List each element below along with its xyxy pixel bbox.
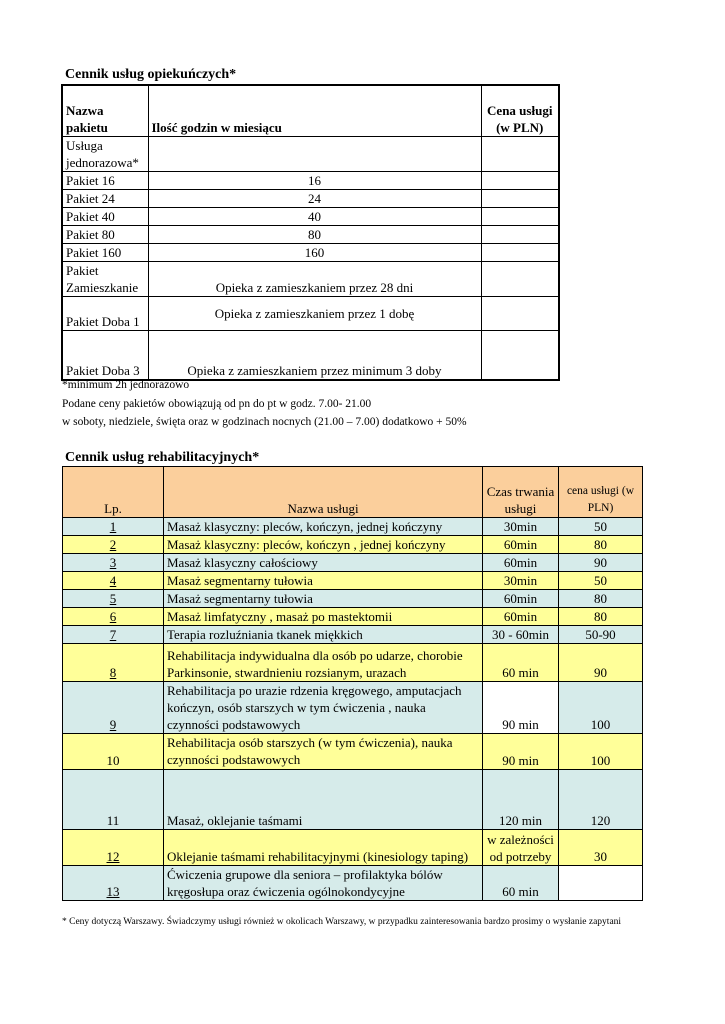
rehab-service-name: Masaż limfatyczny , masaż po mastektomii — [164, 608, 483, 626]
table-row — [63, 518, 643, 536]
rehab-service-price: 30 — [559, 830, 643, 866]
care-package-price — [481, 172, 559, 190]
rehab-service-duration: 120 min — [483, 770, 559, 830]
rehab-service-name: Masaż klasyczny: pleców, kończyn, jednej kończyny — [164, 518, 483, 536]
table-row — [62, 190, 559, 208]
care-package-hours: Opieka z zamieszkaniem przez 1 dobę — [148, 297, 481, 331]
rehab-lp-link[interactable]: 8 — [63, 644, 164, 682]
rehab-lp: 10 — [63, 734, 164, 770]
care-header-price: Cena usługi (w PLN) — [481, 85, 559, 137]
care-package-name: Pakiet 160 — [62, 244, 148, 262]
rehab-header-lp: Lp. — [63, 467, 164, 518]
rehab-service-price: 50 — [559, 572, 643, 590]
care-package-name: Pakiet 40 — [62, 208, 148, 226]
rehab-lp-link[interactable]: 6 — [63, 608, 164, 626]
care-package-name: Pakiet Doba 3 — [62, 331, 148, 380]
care-package-name: Pakiet Doba 1 — [62, 297, 148, 331]
care-package-price — [481, 137, 559, 172]
care-note-surcharge: w soboty, niedziele, święta oraz w godzinach nocnych (21.00 – 7.00) dodatkowo + 50% — [62, 416, 467, 428]
table-row — [63, 644, 643, 682]
care-package-name: Pakiet 80 — [62, 226, 148, 244]
care-package-price — [481, 190, 559, 208]
rehab-header-duration: Czas trwania usługi — [483, 467, 559, 518]
table-row — [62, 331, 559, 380]
care-note-minimum: *minimum 2h jednorazowo — [62, 379, 190, 391]
rehab-service-duration: 30min — [483, 572, 559, 590]
care-package-hours: 40 — [148, 208, 481, 226]
rehab-service-name: Terapia rozluźniania tkanek miękkich — [164, 626, 483, 644]
care-header-hours: Ilość godzin w miesiącu — [148, 85, 481, 137]
care-package-hours: Opieka z zamieszkaniem przez 28 dni — [148, 262, 481, 297]
table-row — [63, 682, 643, 734]
care-package-hours: 24 — [148, 190, 481, 208]
rehab-service-price: 80 — [559, 536, 643, 554]
rehab-service-duration: 60min — [483, 608, 559, 626]
care-package-hours: 80 — [148, 226, 481, 244]
rehab-lp-link[interactable]: 4 — [63, 572, 164, 590]
care-package-name: Pakiet 24 — [62, 190, 148, 208]
care-price-table — [61, 84, 560, 381]
table-row — [63, 866, 643, 901]
rehab-header-price: cena usługi (w PLN) — [559, 467, 643, 518]
care-package-hours: 16 — [148, 172, 481, 190]
care-package-price — [481, 226, 559, 244]
table-row — [63, 830, 643, 866]
care-package-price — [481, 244, 559, 262]
table-row — [63, 770, 643, 830]
rehab-service-price: 50-90 — [559, 626, 643, 644]
rehab-service-price: 90 — [559, 644, 643, 682]
table-row — [63, 536, 643, 554]
rehab-service-name: Masaż klasyczny: pleców, kończyn , jednej kończyny — [164, 536, 483, 554]
care-note-weekday-hours: Podane ceny pakietów obowiązują od pn do pt w godz. 7.00- 21.00 — [62, 398, 372, 410]
table-row — [63, 608, 643, 626]
rehab-service-duration: 90 min — [483, 734, 559, 770]
care-package-name: Usługa jednorazowa* — [62, 137, 148, 172]
rehab-lp-link[interactable]: 5 — [63, 590, 164, 608]
care-package-hours: 160 — [148, 244, 481, 262]
care-package-hours: Opieka z zamieszkaniem przez minimum 3 doby — [148, 331, 481, 380]
care-header-row — [62, 85, 559, 137]
rehab-service-name: Rehabilitacja osób starszych (w tym ćwiczenia), nauka czynności podstawowych — [164, 734, 483, 770]
rehab-service-duration: 60min — [483, 554, 559, 572]
table-row — [63, 734, 643, 770]
table-row — [63, 590, 643, 608]
table-row — [62, 244, 559, 262]
rehab-footnote: * Ceny dotyczą Warszawy. Świadczymy usługi również w okolicach Warszawy, w przypadku zainteresowania bardzo prosimy o wysłanie zapytani — [62, 917, 622, 927]
rehab-title: Cennik usług rehabilitacyjnych* — [65, 450, 260, 465]
care-package-price — [481, 297, 559, 331]
table-row — [62, 137, 559, 172]
care-title: Cennik usług opiekuńczych* — [65, 67, 237, 82]
rehab-lp-link[interactable]: 7 — [63, 626, 164, 644]
care-package-name: Pakiet Zamieszkanie — [62, 262, 148, 297]
table-row — [62, 262, 559, 297]
rehab-header-name: Nazwa usługi — [164, 467, 483, 518]
rehab-service-name: Masaż klasyczny całościowy — [164, 554, 483, 572]
table-row — [62, 208, 559, 226]
table-row — [63, 626, 643, 644]
table-row — [63, 554, 643, 572]
care-package-hours — [148, 137, 481, 172]
rehab-service-duration: 30min — [483, 518, 559, 536]
rehab-service-duration: 60 min — [483, 644, 559, 682]
rehab-lp-link[interactable]: 12 — [63, 830, 164, 866]
care-package-name: Pakiet 16 — [62, 172, 148, 190]
care-package-price — [481, 331, 559, 380]
rehab-service-name: Rehabilitacja po urazie rdzenia kręgowego, amputacjach kończyn, osób starszych w tym ćwiczenia , nauka czynności podstawowych — [164, 682, 483, 734]
rehab-service-name: Masaż segmentarny tułowia — [164, 590, 483, 608]
rehab-lp-link[interactable]: 3 — [63, 554, 164, 572]
rehab-service-duration: 60min — [483, 590, 559, 608]
table-row — [62, 226, 559, 244]
rehab-service-price: 80 — [559, 590, 643, 608]
rehab-header-row — [63, 467, 643, 518]
rehab-service-name: Ćwiczenia grupowe dla seniora – profilaktyka bólów kręgosłupa oraz ćwiczenia ogólnokondycyjne — [164, 866, 483, 901]
rehab-price-table — [62, 466, 643, 901]
rehab-service-price — [559, 866, 643, 901]
table-row — [62, 172, 559, 190]
rehab-service-price: 100 — [559, 682, 643, 734]
care-package-price — [481, 208, 559, 226]
rehab-service-price: 50 — [559, 518, 643, 536]
rehab-service-duration: 60min — [483, 536, 559, 554]
rehab-lp-link[interactable]: 9 — [63, 682, 164, 734]
rehab-service-duration: 30 - 60min — [483, 626, 559, 644]
rehab-lp-link[interactable]: 13 — [63, 866, 164, 901]
rehab-lp-link[interactable]: 2 — [63, 536, 164, 554]
rehab-service-price: 90 — [559, 554, 643, 572]
rehab-service-price: 100 — [559, 734, 643, 770]
rehab-service-duration: 90 min — [483, 682, 559, 734]
rehab-service-price: 80 — [559, 608, 643, 626]
rehab-service-price: 120 — [559, 770, 643, 830]
rehab-service-name: Oklejanie taśmami rehabilitacyjnymi (kinesiology taping) — [164, 830, 483, 866]
rehab-lp: 11 — [63, 770, 164, 830]
table-row — [62, 297, 559, 331]
rehab-service-duration: 60 min — [483, 866, 559, 901]
table-row — [63, 572, 643, 590]
rehab-lp-link[interactable]: 1 — [63, 518, 164, 536]
rehab-service-name: Masaż segmentarny tułowia — [164, 572, 483, 590]
care-package-price — [481, 262, 559, 297]
rehab-service-name: Rehabilitacja indywidualna dla osób po udarze, chorobie Parkinsonie, stwardnieniu rozsianym, urazach — [164, 644, 483, 682]
rehab-service-duration: w zależności od potrzeby — [483, 830, 559, 866]
care-header-package: Nazwa pakietu — [62, 85, 148, 137]
rehab-service-name: Masaż, oklejanie taśmami — [164, 770, 483, 830]
